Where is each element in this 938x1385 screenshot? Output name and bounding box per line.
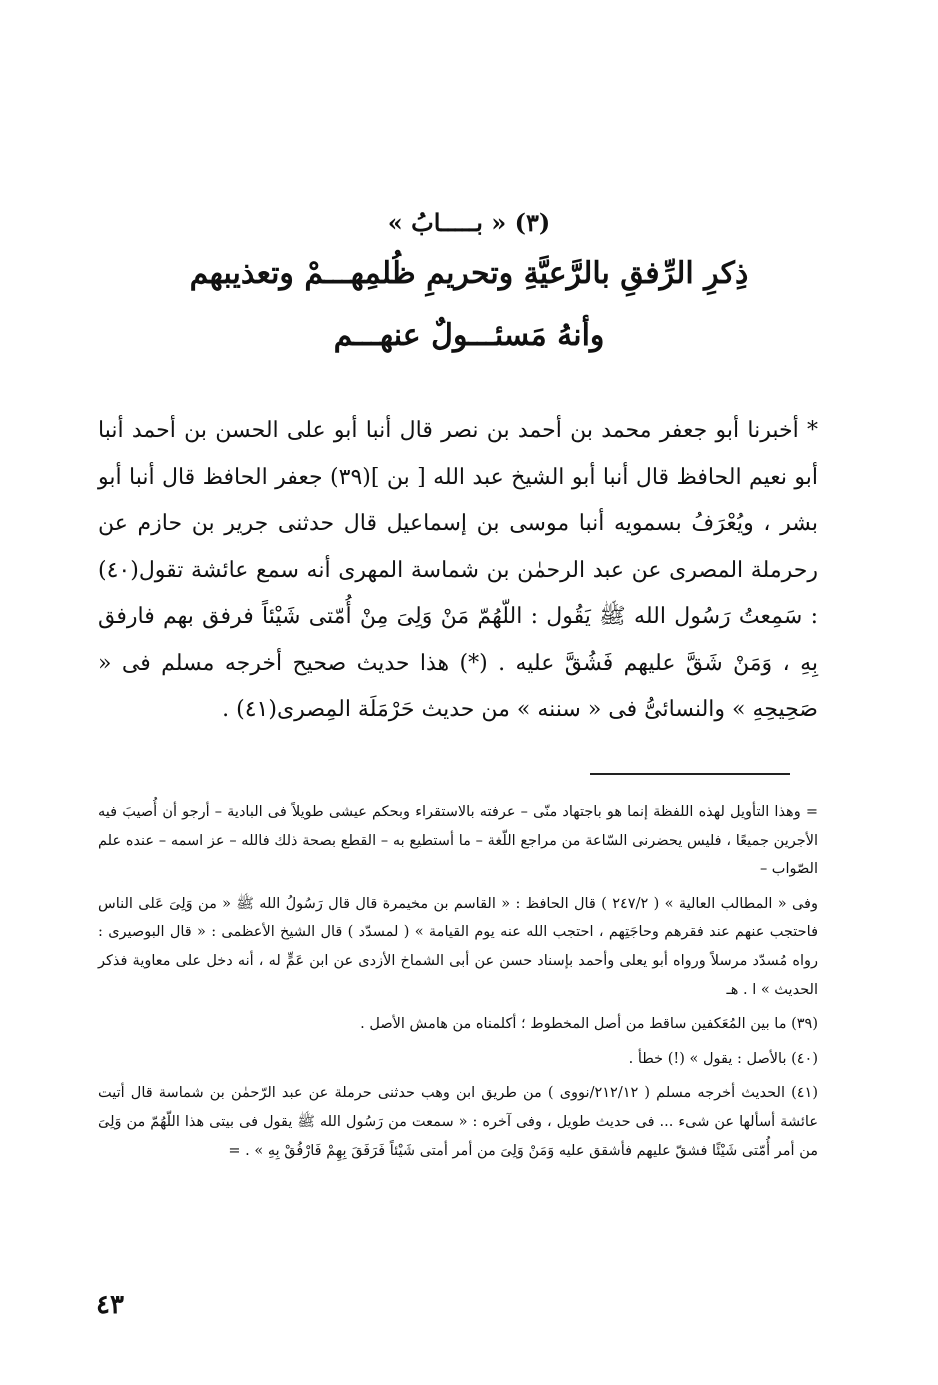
main-text (98, 408, 818, 734)
chapter-label: (٣) « بـــــابُ » (387, 208, 551, 237)
footnote-matalib: وفى « المطالب العالية » ( ٢٤٧/٢ ) قال الحافظ : « القاسم بن مخيمرة قال قال رَسُولُ الله ﷺ « من وَلِىَ عَلى الناس فاحتجب عنهم عند فقرهم وحاجَتِهم ، احتجب الله عنه يوم القيامة » ( لمسدّد ) قال الشيخ الأعظمى : « قال البوصيرى : رواه مُسدّد مرسلاً ورواه أبو يعلى وأحمد بإسناد حسن عن أبى الشماخ الأزدى عن ابن عَمٍّ له ، أنه دخل على معاوية فذكر الحديث » ا . هـ (98, 895, 818, 998)
page-number: ٤٣ (96, 1290, 124, 1320)
footnote-41: (٤١) الحديث أخرجه مسلم ( ٢١٢/١٢/نووى ) من طريق ابن وهب حدثنى حرملة عن عبد الرّحمٰن بن شماسة قال أتيت عائشة أسألها عن شىء ... فى حديث طويل ، وفى آخره : « سمعت من رَسُول الله ﷺ يقول فى بيتى هذا اللّهُمّ من وَلِىَ من أمر أُمّتى شَيْئًا فشقّ عليهم فأشقق عليه وَمَنْ وَلِىَ من أمر أمتى شَيْئاً فَرَفَقَ بِهِمْ فَارْفُقْ بِهِ » . = (98, 1085, 818, 1159)
footnote-separator (590, 773, 790, 775)
footnote-40: (٤٠) بالأصل : يقول » (!) خطأ . (628, 1050, 818, 1067)
footnotes (98, 798, 818, 1171)
main-paragraph: * أخبرنا أبو جعفر محمد بن أحمد بن نصر قال أنبا أبو على الحسن بن أحمد أنبا أبو نعيم الحافظ قال أنبا أبو الشيخ عبد الله [ بن ](٣٩) جعفر الحافظ قال أنبا أبو بشر ، ويُعْرَفُ بسمويه أنبا موسى بن إسماعيل قال حدثنى جرير بن حازم عن رحرملة المصرى عن عبد الرحمٰن بن شماسة المهرى أنه سمع عائشة تقول(٤٠) : سَمِعتُ رَسُول الله ﷺ يَقُول : اللّهُمّ مَنْ وَلِىَ مِنْ أُمّتى شَيْئاً فرفق بهم فارفق بِهِ ، وَمَنْ شَقَّ عليهم فَشُقَّ عليه . (*) هذا حديث صحيح أخرجه مسلم فى « صَحِيحِهِ » والنسائىُّ فى « سننه » من حديث حَرْمَلَة المِصرى(٤١) . (98, 418, 819, 722)
footnote-39: (٣٩) ما بين المُعَكفين ساقط من أصل المخطوط ؛ أكلمناه من هامش الأصل . (360, 1016, 818, 1033)
chapter-title-line1: ذِكرِ الرِّفقِ بالرَّعيَّةِ وتحريمِ ظُلمِهـــمْ وتعذيبهم (189, 256, 749, 291)
chapter-title-line2: وأنهُ مَسئـــولٌ عنهـــم (333, 318, 605, 353)
footnote-continuation: = وهذا التأويل لهذه اللفظة إنما هو باجتهاد منّى – عرفته بالاستقراء وبحكم عيشى طويلاً فى البادية – أرجو أن أُصيبَ فيه الأجرين جميعًا ، فليس يحضرنى السّاعة من مراجع اللّغة – ما أستطيع به – القطع بصحة ذلك فالله – عز اسمه – عنده علم الصّواب – (98, 804, 818, 878)
